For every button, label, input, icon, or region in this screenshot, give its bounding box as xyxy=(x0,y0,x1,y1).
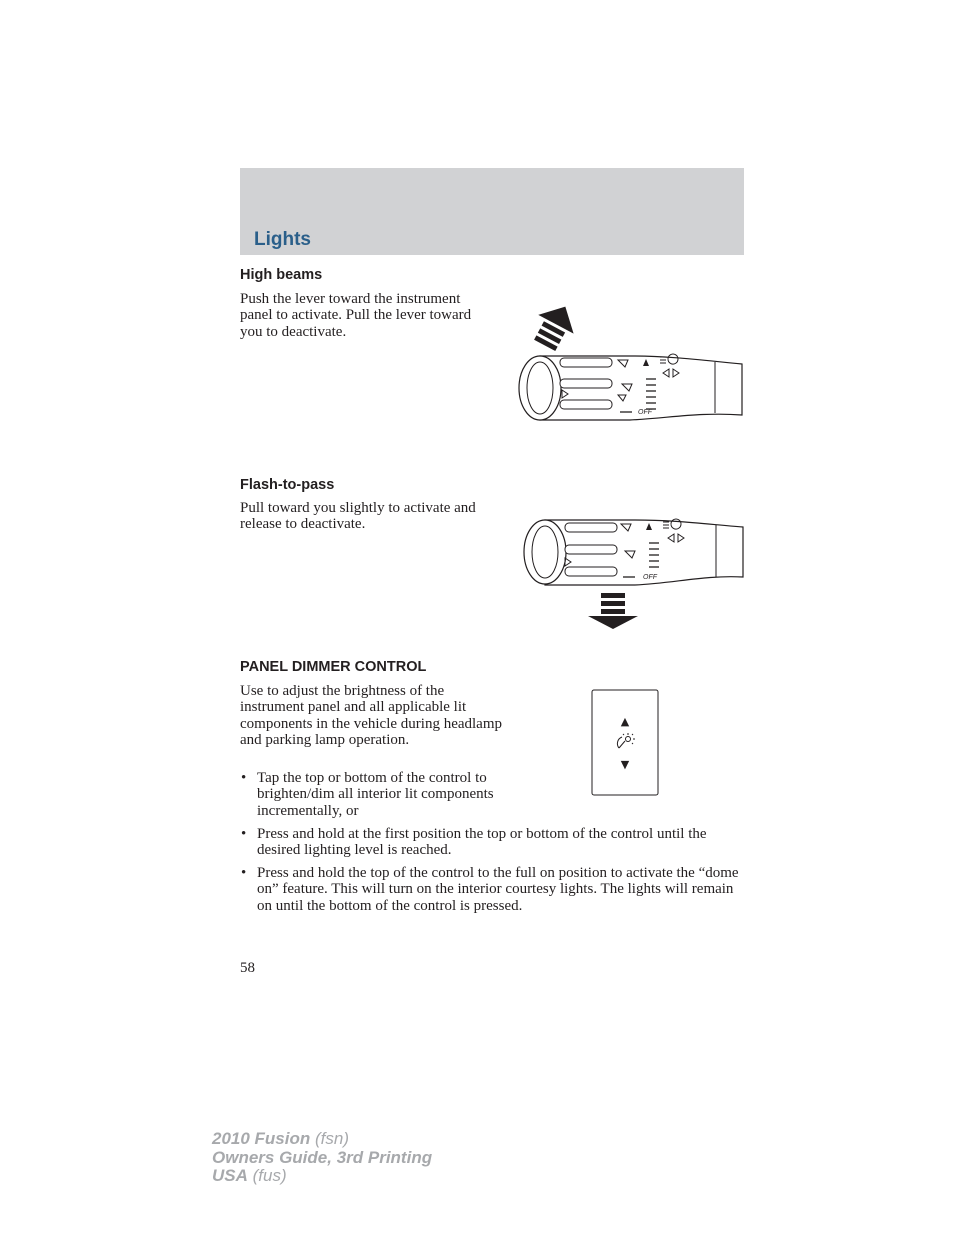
footer-line-2: Owners Guide, 3rd Printing xyxy=(212,1147,433,1167)
lever-off-label: OFF xyxy=(638,409,652,416)
high-beam-lever-illustration xyxy=(510,300,746,428)
document-footer xyxy=(212,1130,432,1186)
lever-off-label-2: OFF xyxy=(643,574,657,581)
bullet-item xyxy=(240,865,747,914)
bullet-marker: • xyxy=(241,770,247,786)
high-beams-heading: High beams xyxy=(240,267,323,283)
footer-line-3 xyxy=(212,1167,432,1186)
bullet-item xyxy=(240,770,502,819)
bullet-text: Press and hold the top of the control to the full on position to activate the “dome on” feature. This will turn on the interior courtesy lights. The lights will remain on until the bottom of the control is pressed. xyxy=(257,865,739,914)
high-beams-text: Push the lever toward the instrument panel to activate. Pull the lever toward you to deactivate. xyxy=(240,291,472,340)
flash-to-pass-heading: Flash-to-pass xyxy=(240,477,335,493)
page-number: 58 xyxy=(240,960,255,976)
footer-market: USA xyxy=(212,1166,248,1185)
dimmer-up-arrow-icon: ▲ xyxy=(620,715,630,728)
bullet-text: Press and hold at the first position the top or bottom of the control until the desired lighting level is reached. xyxy=(257,826,707,859)
flash-to-pass-text: Pull toward you slightly to activate and release to deactivate. xyxy=(240,500,476,533)
bullet-item xyxy=(240,826,747,859)
bullet-marker: • xyxy=(241,826,247,842)
bullet-marker: • xyxy=(241,865,247,881)
section-header-band xyxy=(240,168,744,255)
panel-dimmer-text: Use to adjust the brightness of the instrument panel and all applicable lit components in the vehicle during headlamp and parking lamp operation. xyxy=(240,683,503,748)
pull-arrow-icon xyxy=(588,593,638,629)
footer-model: 2010 Fusion xyxy=(212,1129,311,1148)
panel-dimmer-switch-illustration xyxy=(590,688,660,798)
push-arrow-icon xyxy=(527,300,583,355)
panel-dimmer-heading: PANEL DIMMER CONTROL xyxy=(240,659,427,675)
dimmer-down-arrow-icon: ▼ xyxy=(620,758,630,771)
footer-model-code: (fsn) xyxy=(310,1129,349,1148)
flash-to-pass-lever-illustration xyxy=(515,515,747,633)
footer-market-code: (fus) xyxy=(247,1166,287,1185)
section-title: Lights xyxy=(254,229,311,250)
footer-line-1 xyxy=(212,1130,432,1149)
bullet-text: Tap the top or bottom of the control to brighten/dim all interior lit components incrementally, or xyxy=(257,770,494,819)
